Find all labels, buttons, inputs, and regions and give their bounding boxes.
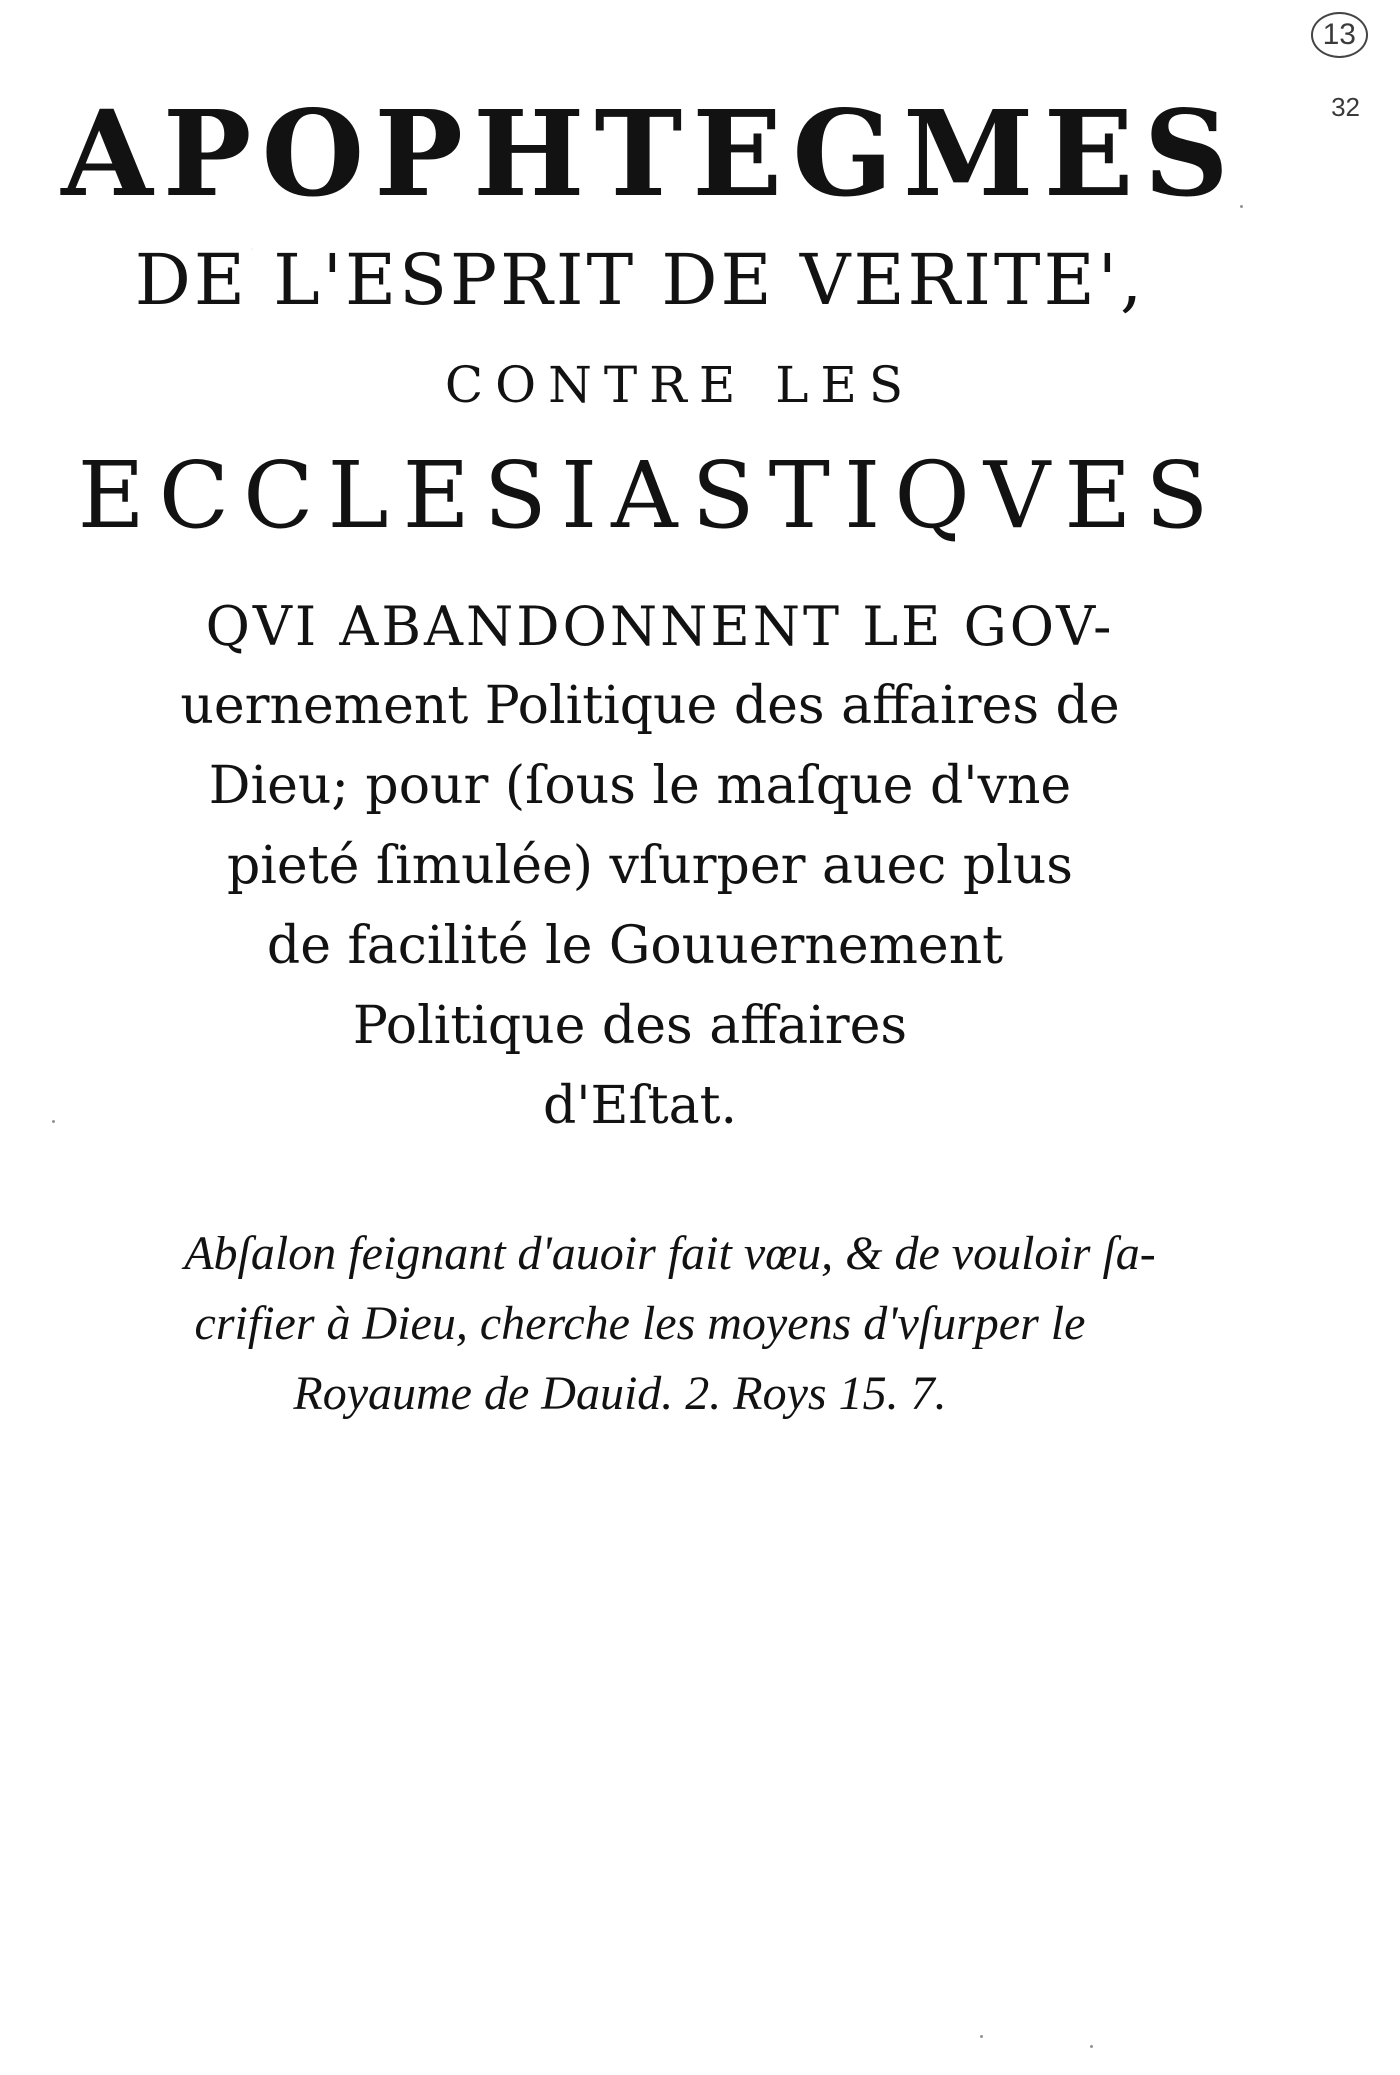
folio-number-handwritten: 32	[1331, 92, 1360, 122]
ink-speck	[1090, 2045, 1093, 2048]
epigraph-line-1: Abſalon feignant d'auoir fait vœu, & de vouloir ſa-	[184, 1227, 1156, 1280]
subtitle-line-6: Politique des affaires	[352, 996, 908, 1056]
subtitle-line-1: QVI ABANDONNENT LE GOV-	[205, 595, 1115, 658]
subtitle-line-2: uernement Politique des affaires de	[180, 676, 1120, 736]
subtitle-line-7: d'Eſtat.	[542, 1076, 738, 1136]
book-title: APOPHTEGMES	[61, 84, 1239, 223]
epigraph-line-3: Royaume de Dauid. 2. Roys 15. 7.	[293, 1367, 947, 1420]
subtitle-line-3: Dieu; pour (ſous le maſque d'vne	[208, 756, 1072, 816]
subtitle-line-4: pieté ſimulée) vſurper auec plus	[227, 836, 1073, 896]
folio-number-circled: 13	[1311, 12, 1368, 58]
epigraph-line-2: crifier à Dieu, cherche les moyens d'vſurper le	[194, 1297, 1086, 1350]
subtitle-line-5: de facilité le Gouuernement	[266, 916, 1004, 976]
title-line-4: ECCLESIASTIQVES	[77, 442, 1223, 549]
ink-speck	[980, 2035, 983, 2038]
title-line-3: CONTRE LES	[444, 356, 916, 414]
title-line-2: DE L'ESPRIT DE VERITE',	[134, 239, 1146, 321]
